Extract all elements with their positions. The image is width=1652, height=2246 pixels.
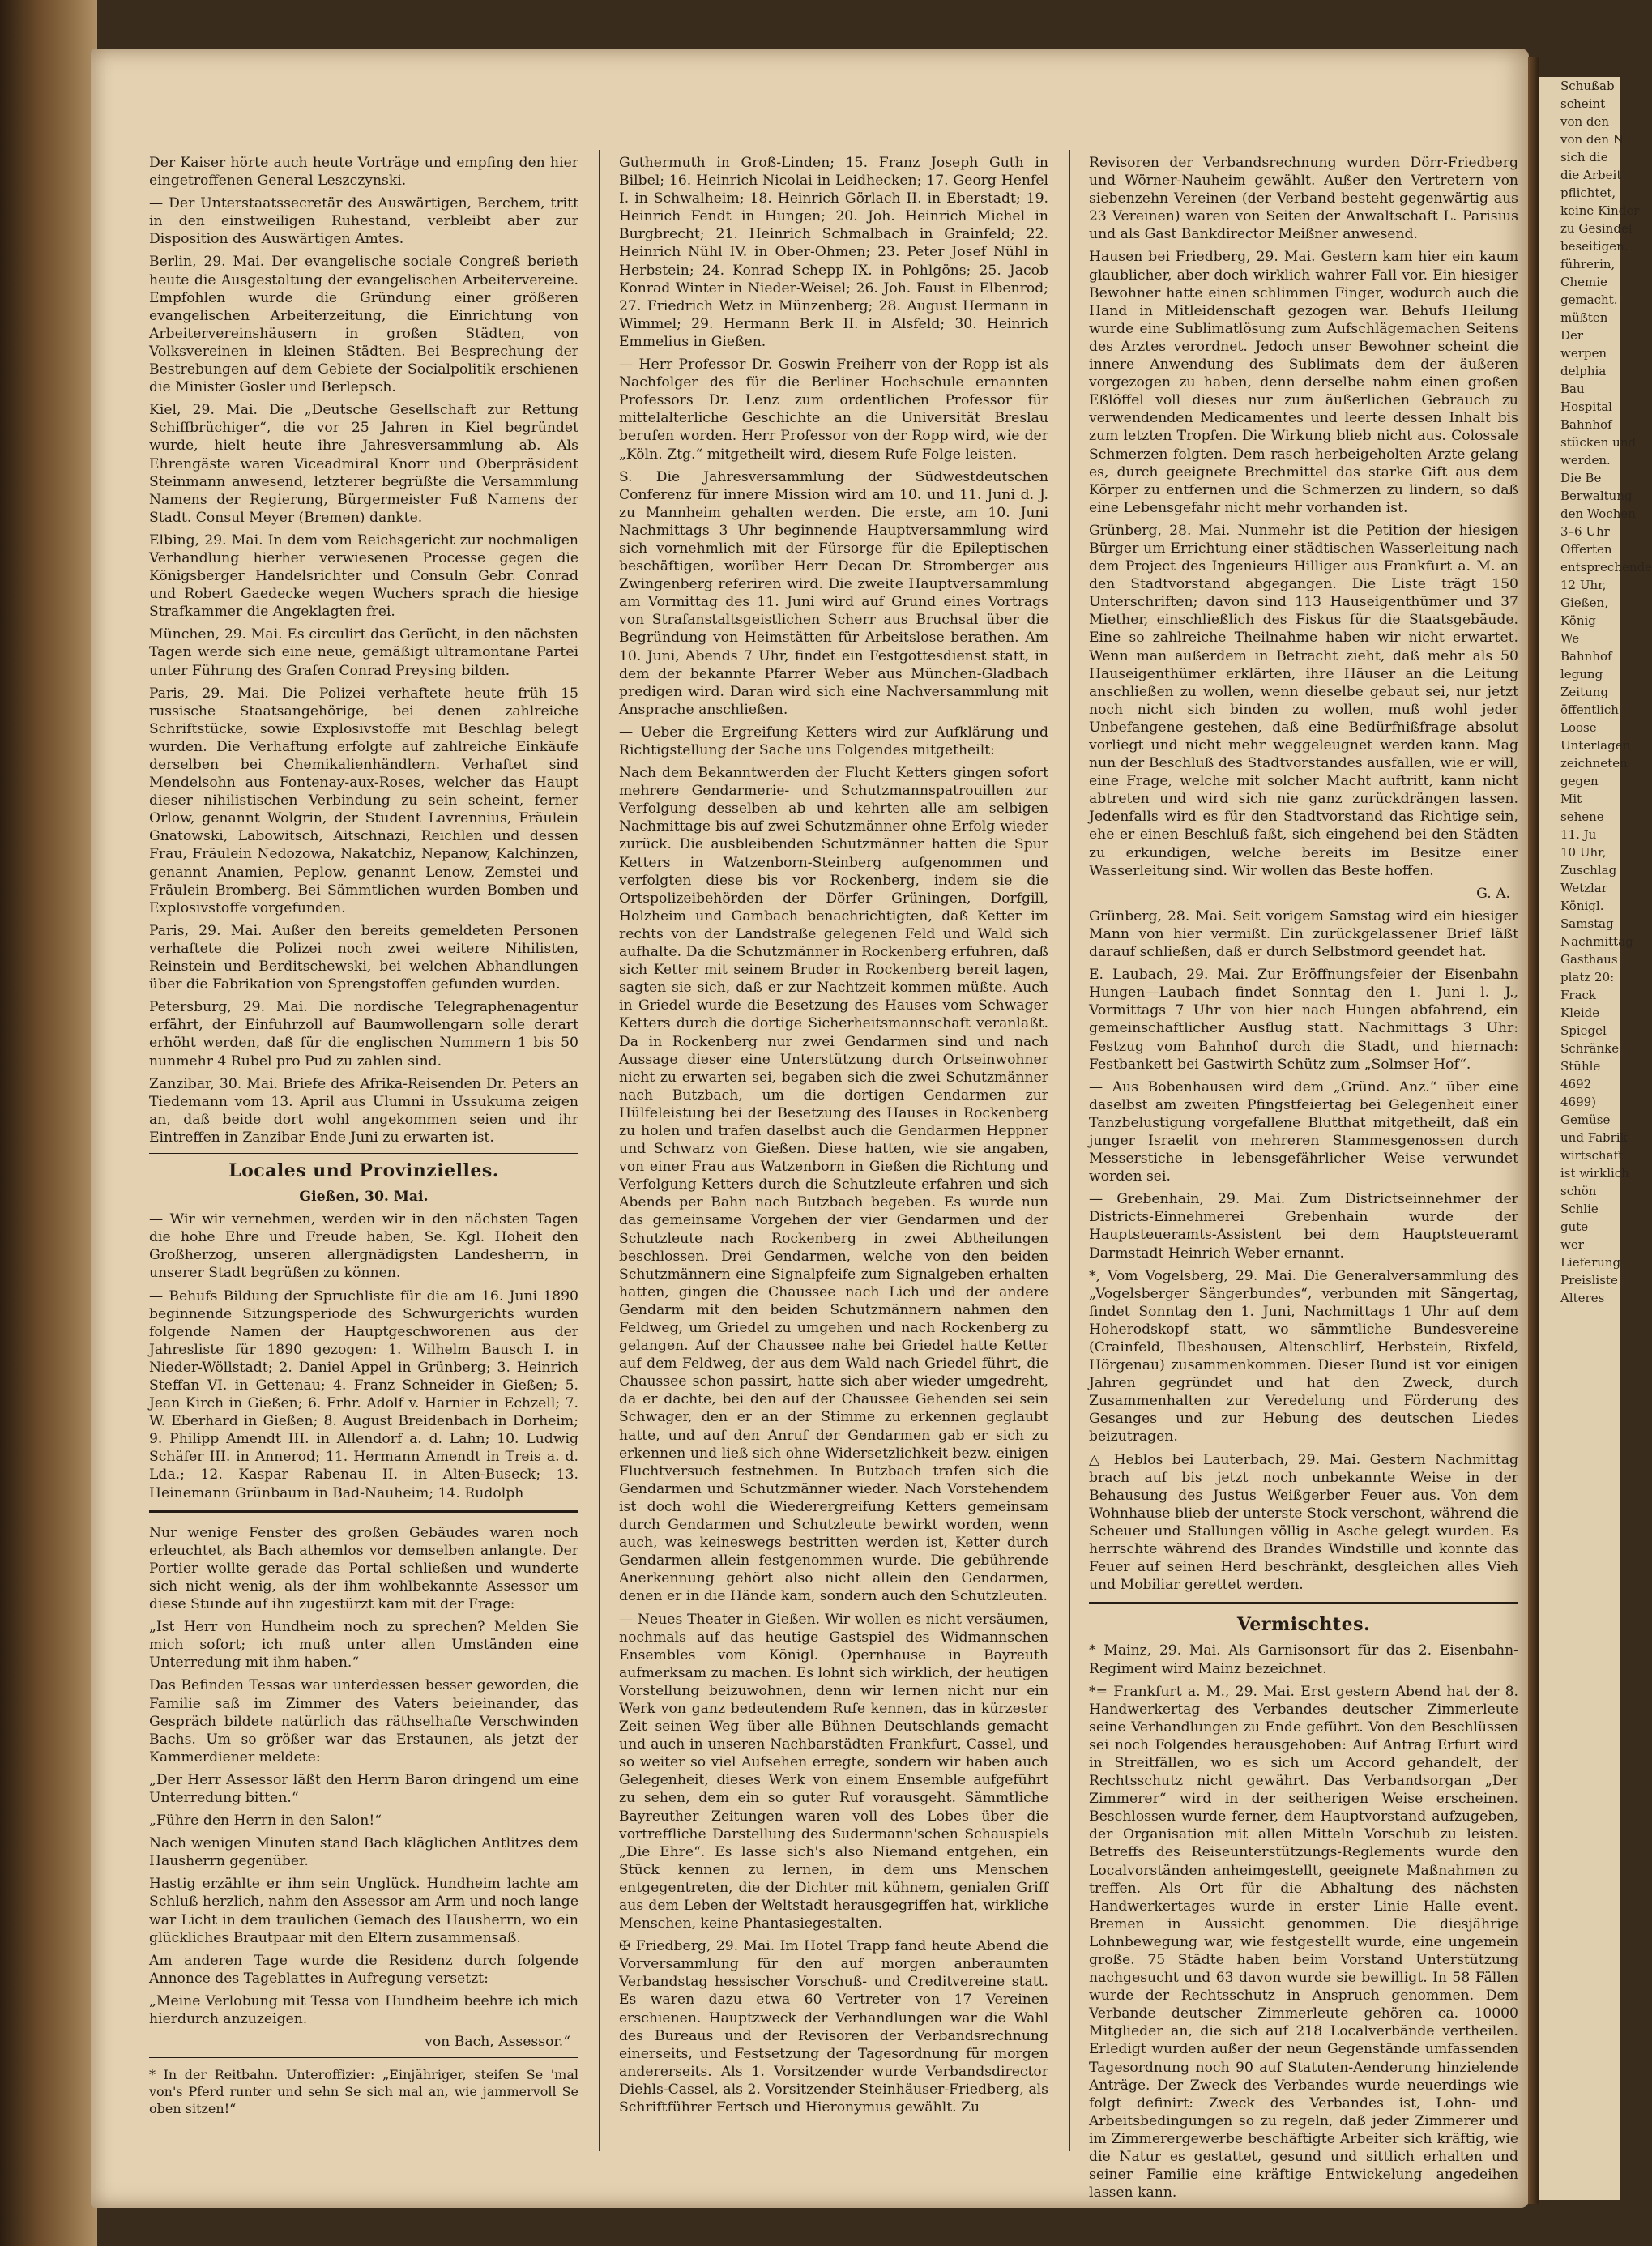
column-rule-2 (1069, 150, 1070, 2151)
article-laubach: E. Laubach, 29. Mai. Zur Eröffnungsfeier der Eisenbahn Hungen—Laubach findet Sonntag den 1. Juni l. J., Vormittags 7 Uhr von hier nach Hungen abfahrend, ein gemeinschaftlicher Ausflug statt. Nachmittags 3 Uhr: Festzug vom Bahnhof durch die Stadt, und hiernach: Festbankett bei Gastwirth Schütz zum „Solmser Hof“. (1089, 967, 1518, 1073)
adjacent-page-line: sich die (1560, 150, 1608, 164)
adjacent-page-line: gemacht. (1560, 292, 1618, 307)
joke-reitbahn: * In der Reitbahn. Unteroffizier: „Einjähriger, steifen Se 'mal von's Pferd runter und sehn Se sich mal an, wie jammervoll Se oben sitzen!“ (149, 2067, 578, 2117)
dateline-giessen: Gießen, 30. Mai. (299, 1189, 429, 1206)
feuilleton-para-1: Nur wenige Fenster des großen Gebäudes waren noch erleuchtet, als Bach athemlos vor demselben anlangte. Der Portier wollte gerade das Portal schließen und wunderte sich nicht wenig, als der ihm wohlbekannte Assessor um diese Stunde auf ihn zugestürzt kam mit der Frage: (149, 1524, 578, 1613)
feuilleton-para-2: „Ist Herr von Hundheim noch zu sprechen? Melden Sie mich sofort; ich muß unter allen Umständen eine Unterredung mit ihm haben.“ (149, 1619, 578, 1672)
article-kaiser: Der Kaiser hörte auch heute Vorträge und empfing den hier eingetroffenen General Leszczynski. (149, 155, 578, 190)
adjacent-page-line: Die Be (1560, 471, 1602, 485)
column-3 (1089, 154, 1518, 2201)
feuilleton-para-7: Hastig erzählte er ihm sein Unglück. Hundheim lachte am Schluß herzlich, nahm den Assessor am Arm und noch lange war Licht in dem traulichen Gemach des Hausherrn, wo ein glückliches Brautpaar mit den Eltern zusammensaß. (149, 1876, 578, 1946)
adjacent-page-line: 10 Uhr, (1560, 845, 1607, 860)
adjacent-page-line: Zuschlag (1560, 863, 1617, 877)
adjacent-page-line: Schlie (1560, 1202, 1599, 1216)
adjacent-page-line: Hospital (1560, 399, 1612, 414)
adjacent-page-line: müßten (1560, 310, 1608, 325)
feuilleton-para-8: Am anderen Tage wurde die Residenz durch folgende Annonce des Tageblattes in Aufregung versetzt: (149, 1952, 578, 1987)
adjacent-page-line: Gasthaus (1560, 952, 1618, 967)
adjacent-page-line: von den N (1560, 132, 1624, 147)
adjacent-page-line: zeichneten (1560, 756, 1628, 771)
article-berlin: Berlin, 29. Mai. Der evangelische sociale Congreß berieth heute die Ausgestaltung der evangelischen Arbeitervereine. Empfohlen wurde die Gründung einer größeren evangelischen Arbeiterzeitung, die Einrichtung von Arbeitervereinshäusern in großen Städten, von Volksvereinen in kleinen Städten. Bei Besprechung der Bestrebungen auf dem Gebiete der Socialpolitik erschienen die Minister Gosler und Berlepsch. (149, 254, 578, 396)
article-grossherzog: — Wir wir vernehmen, werden wir in den nächsten Tagen die hohe Ehre und Freude haben, Se. Kgl. Hoheit den Großherzog, unseren allergnädigsten Landesherrn, in unserer Stadt begrüßen zu können. (149, 1211, 578, 1282)
article-innere-mission: S. Die Jahresversammlung der Südwestdeutschen Conferenz für innere Mission wird am 10. und 11. Juni d. J. zu Mannheim gehalten werden. Die erste, am 10. Juni Nachmittags 3 Uhr beginnende Hauptversammlung wird sich vornehmlich mit der Fürsorge für die Epileptischen beschäftigen, worüber Herr Decan Dr. Stromberger aus Zwingenberg referiren wird. Die zweite Hauptversammlung am Vormittag des 11. Juni wird auf Grund eines Vortrags von Strafanstaltsgeistlichen Scherr aus Bruchsal über die Begründung von Heimstätten für Arbeitslose berathen. Am 10. Juni, Abends 7 Uhr, findet ein Festgottesdienst statt, in dem der bekannte Pfarrer Weber aus München-Gladbach predigen wird. Daran wird sich eine Nachversammlung mit Ansprache anschließen. (619, 468, 1048, 718)
feuilleton-para-6: Nach wenigen Minuten stand Bach kläglichen Antlitzes dem Hausherrn gegenüber. (149, 1835, 578, 1870)
column-rule-1 (599, 150, 600, 2151)
adjacent-page-line: entsprechende (1560, 560, 1652, 574)
section-heading-locales: Locales und Provinzielles. (228, 1159, 499, 1181)
adjacent-page-line: keine Kinder (1560, 203, 1640, 218)
adjacent-page-line: Chemie (1560, 275, 1607, 289)
adjacent-page-line: Offerten (1560, 542, 1612, 557)
article-petersburg: Petersburg, 29. Mai. Die nordische Telegraphenagentur erfährt, der Einfuhrzoll auf Baumwollengarn solle derart erhöht werden, daß für die englischen Nummern 1 bis 50 nunmehr 4 Rubel pro Pud zu zahlen sind. (149, 999, 578, 1070)
adjacent-page-line: und Fabrik (1560, 1130, 1628, 1145)
article-gruenberg-vermisst: Grünberg, 28. Mai. Seit vorigem Samstag wird ein hiesiger Mann von hier vermißt. Ein zurückgelassener Brief läßt darauf schließen, daß er durch Selbstmord geendet hat. (1089, 907, 1518, 961)
feuilleton-para-5: „Führe den Herrn in den Salon!“ (149, 1813, 382, 1830)
adjacent-page-line: Frack (1560, 988, 1597, 1002)
adjacent-page-line: 3–6 Uhr (1560, 524, 1610, 539)
adjacent-page-line: wer (1560, 1237, 1584, 1252)
adjacent-page-line: Königl. (1560, 899, 1604, 913)
feuilleton-para-4: „Der Herr Assessor läßt den Herrn Baron dringend um eine Unterredung bitten.“ (149, 1771, 578, 1806)
adjacent-page-line: Nachmittag (1560, 934, 1633, 949)
adjacent-page-line: Unterlagen (1560, 738, 1631, 753)
adjacent-page-line: 11. Ju (1560, 827, 1597, 842)
column-1 (149, 154, 578, 2180)
joke-divider (149, 2057, 578, 2058)
article-friedberg-cont: Revisoren der Verbandsrechnung wurden Dörr-Friedberg und Wörner-Nauheim gewählt. Außer den Vertretern von siebenzehn Vereinen (der Verband besteht gegenwärtig aus 23 Vereinen) waren von Seiten der Anwaltschaft L. Parisius und als Gast Bankdirector Meißner anwesend. (1089, 155, 1518, 243)
adjacent-page-fragment (1539, 77, 1652, 2200)
adjacent-page-line: Mit (1560, 792, 1582, 806)
article-geschworene-cont: Guthermuth in Groß-Linden; 15. Franz Joseph Guth in Bilbel; 16. Heinrich Nicolai in Leidhecken; 17. Georg Henfel I. in Schwalheim; 18. Heinrich Görlach II. in Eberstadt; 19. Heinrich Fendt in Hungen; 20. Joh. Heinrich Michel in Burgbrecht; 21. Heinrich Schmalbach in Grainfeld; 22. Heinrich Nühl IV. in Ober-Ohmen; 23. Peter Josef Nühl in Herbstein; 24. Konrad Schepp IX. in Pohlgöns; 25. Jacob Konrad Winter in Nieder-Weisel; 26. Joh. Faust in Elbenrod; 27. Friedrich Wetz in Münzenberg; 28. August Hermann in Wimmel; 29. Hermann Berk II. in Alsfeld; 30. Heinrich Emmelius in Gießen. (619, 155, 1048, 350)
article-friedberg: ✠ Friedberg, 29. Mai. Im Hotel Trapp fand heute Abend die Vorversammlung für den auf morgen anberaumten Verbandstag hessischer Vorschuß- und Creditvereine statt. Es waren dazu etwa 60 Vertreter von 17 Vereinen erschienen. Hauptzweck der Verhandlungen war die Wahl des Bureaus und der Revisoren der Verbandsrechnung einerseits, und Festsetzung der Tagesordnung für morgen andererseits. Als 1. Vorsitzender wurde Verbandsdirector Diehls-Cassel, als 2. Vorsitzender Steinhäuser-Friedberg, als Schriftführer Fertsch und Hieronymus gewählt. Zu (619, 1938, 1048, 2116)
adjacent-page-line: Gemüse (1560, 1112, 1611, 1127)
adjacent-page-line: sehene (1560, 809, 1604, 824)
adjacent-page-line: wirtschaft (1560, 1148, 1624, 1163)
adjacent-page-line: Samstag (1560, 916, 1614, 931)
section-heading-vermischtes: Vermischtes. (1236, 1614, 1371, 1636)
feuilleton-para-9: „Meine Verlobung mit Tessa von Hundheim beehre ich mich hierdurch anzuzeigen. (149, 1992, 578, 2027)
adjacent-page-line: We (1560, 631, 1580, 646)
article-gruenberg-wasser: Grünberg, 28. Mai. Nunmehr ist die Petition der hiesigen Bürger um Errichtung einer städtischen Wasserleitung nach dem Project des Ingenieurs Hilliger aus Frankfurt a. M. an den Stadtvorstand abgegangen. Die Liste trägt 150 Unterschriften; davon sind 113 Hauseigenthümer und 37 Miether, einschließlich des Fiskus für die Staatsgebäude. Eine so zahlreiche Theilnahme haben wir nicht erwartet. Wenn man außerdem in Betracht zieht, daß mehr als 50 Hauseigenthümer erklärten, ihre Häuser an die Leitung anschließen zu wollen, wenn dieselbe gebaut sei, nur jetzt noch nicht sich binden zu wollen, muß wohl jeder Unbefangene gestehen, daß eine Bedürfnißfrage absolut vorliegt und nicht mehr weggeleugnet werden kann. Mag nun der Beschluß des Stadtvorstandes ausfallen, wie er will, eine Frage, welche mit solcher Macht auftritt, kann nicht abtreten und wird sich nie ganz zurückdrängen lassen. Jedenfalls wird es für den Stadtvorstand das Richtige sein, ehe er einen Beschluß faßt, sich eingehend bei den Städten zu erkundigen, welche bereits im Besitze einer Wasserleitung sind. Wir wollen das Beste hoffen. (1089, 522, 1518, 879)
adjacent-page-line: 4699) (1560, 1095, 1597, 1109)
adjacent-page-line: werpen (1560, 346, 1607, 361)
feuilleton-para-3: Das Befinden Tessas war unterdessen besser geworden, die Familie saß im Zimmer des Vaters beieinander, das Gespräch bildete natürlich das räthselhafte Verschwinden Bachs. Um so größer war das Erstaunen, als jetzt der Kammerdiener meldete: (149, 1677, 578, 1766)
adjacent-page-line: Preisliste (1560, 1273, 1618, 1287)
adjacent-page-line: Loose (1560, 720, 1597, 735)
adjacent-page-line: beseitigen. (1560, 239, 1629, 254)
adjacent-page-line: Zeitung (1560, 685, 1609, 699)
newspaper-page (91, 49, 1529, 2208)
article-bobenhausen: — Aus Bobenhausen wird dem „Gründ. Anz.“ über eine daselbst am zweiten Pfingstfeiertag bei Gelegenheit einer Tanzbelustigung vorgefallene Blutthat mitgetheilt, daß ein junger Israelit von mehreren Stammesgenossen durch Messerstiche in lebensgefährlicher Weise verwundet worden sei. (1089, 1078, 1518, 1185)
article-kiel: Kiel, 29. Mai. Die „Deutsche Gesellschaft zur Rettung Schiffbrüchiger“, die vor 25 Jahren in Kiel begründet wurde, hielt heute ihre Jahresversammlung ab. Als Ehrengäste waren Viceadmiral Knorr und Oberpräsident Steinmann anwesend, letzterer begrüßte die Versammlung Namens der Regierung, Bürgermeister Fuß Namens der Stadt. Consul Meyer (Bremen) dankte. (149, 402, 578, 526)
page-edge-shadow (1528, 57, 1539, 2204)
article-zanzibar: Zanzibar, 30. Mai. Briefe des Afrika-Reisenden Dr. Peters an Tiedemann vom 13. April aus Ulumni in Ussukuma zeigen an, daß beide dort wohl angekommen seien und ihr Eintreffen in Zanzibar Ende Juni zu erwarten ist. (149, 1075, 578, 1146)
adjacent-page-line: zu Gesindel (1560, 221, 1633, 236)
adjacent-page-line: stücken und (1560, 435, 1637, 450)
article-ketter: Nach dem Bekanntwerden der Flucht Ketters gingen sofort mehrere Gendarmerie- und Schutzmannspatrouillen zur Verfolgung desselben ab und kehrten alle am selbigen Nachmittage bis auf zwei Schutzmänner ohne Erfolg wieder zurück. Die ausbleibenden Schutzmänner hatten die Spur Ketters in Watzenborn-Steinberg aufgenommen und verfolgten diese bis vor Rockenberg, indem sie die Ortspolizeibehörden der Dörfer Grüningen, Dorfgill, Holzheim und Gambach benachrichtigten, daß Ketter im rechts von der Landstraße gelegenen Feld und Wald sich aufhalte. Da die Schutzmänner in Rockenberg erfuhren, daß sich Ketter mit seinem Bruder in Rockenberg bereit lagen, sagten sie sich, daß er zur Nachtzeit kommen müßte. Auch in Griedel wurde die Besetzung des Hauses vom Schwager Ketters durch die dortige Sicherheitsmannschaft veranlaßt. Da in Rockenberg nur zwei Gendarmen sind und nach Aussage dieser eine Unterstützung durch Ortseinwohner nicht zu erwarten sei, begaben sich die zwei Schutzmänner nach Butzbach, um die dortigen Gendarmen zur Hülfeleistung bei der Besetzung des Hauses in Rockenberg zu holen und trafen daselbst auch die Gendarmen Heppner und Schwarz von Gießen. Diese hatten, wie sie angaben, von einer Frau aus Watzenborn in Gießen die Richtung und Verfolgung Ketters durch die Schutzleute erfahren und sich Abends per Bahn nach Butzbach begeben. Es wurde nun das gemeinsame Vorgehen der vier Gendarmen und der Schutzleute nach Rockenberg in zwei Abtheilungen beschlossen. Drei Gendarmen, welche von den beiden Schutzmännern eine Signalpfeife zum Signalgeben erhalten hatten, gingen die Chaussee nach Lich und der andere Gendarm mit den beiden Schutzmännern nahmen den Feldweg, um Griedel zu umgehen und nach Rockenberg zu gelangen. Auf der Chaussee nahe bei Griedel hatte Ketter auf dem Feldweg, der aus dem Wald nach Griedel führt, die Chaussee schon passirt, hatte sich aber wieder umgedreht, da er dachte, bei den auf der Chaussee Gehenden sei sein Schwager, den er an der Stimme zu erkennen geglaubt hatte, und auf den Anruf der Gendarmen gab er sich zu erkennen und ließ sich ohne Widersetzlichkeit bezw. einigen Fluchtversuch festnehmen. In Butzbach trafen sich die Gendarmen und Schutzmänner wieder. Nach Vorstehendem ist doch wohl die Wiederergreifung Ketters gemeinsam durch Gendarmen und Schutzleute bewirkt worden, wenn auch, was keineswegs bestritten werden ist, Ketter durch Gendarmen allein festgenommen wurde. Die gebührende Anerkennung gehört also nicht allein den Gendarmen, denen er in die Hände kam, sondern auch den Schutzleuten. (619, 765, 1048, 1605)
adjacent-page-line: Der (1560, 328, 1584, 343)
adjacent-page-line: platz 20: (1560, 970, 1615, 984)
adjacent-page-line: Kleide (1560, 1006, 1600, 1020)
article-berchem: — Der Unterstaatssecretär des Auswärtigen, Berchem, tritt in den einstweiligen Ruhestand, verbleibt aber zur Disposition des Auswärtigen Amtes. (149, 195, 578, 248)
article-elbing: Elbing, 29. Mai. In dem vom Reichsgericht zur nochmaligen Verhandlung hierher verwiesenen Processe gegen die Königsberger Handelsrichter und Consuln Gebr. Conrad und Robert Gaedecke wegen Wuchers sprach die hiesige Strafkammer die Angeklagten frei. (149, 532, 578, 621)
adjacent-page-line: die Arbeit (1560, 168, 1622, 182)
adjacent-page-line: Wetzlar (1560, 881, 1607, 895)
adjacent-page-line: Schränke (1560, 1041, 1620, 1056)
article-mainz: * Mainz, 29. Mai. Als Garnisonsort für das 2. Eisenbahn-Regiment wird Mainz bezeichnet. (1089, 1642, 1518, 1677)
article-geschworene: — Behufs Bildung der Spruchliste für die am 16. Juni 1890 beginnende Sitzungsperiode des Schwurgerichts wurden folgende Namen der Hauptgeschworenen aus der Jahresliste für 1890 gezogen: 1. Wilhelm Bausch I. in Nieder-Wöllstadt; 2. Daniel Appel in Grünberg; 3. Heinrich Steffan VI. in Gettenau; 4. Franz Schneider in Gießen; 5. Jean Kirch in Gießen; 6. Frhr. Adolf v. Harnier in Echzell; 7. W. Eberhard in Gießen; 8. August Breidenbach in Dorheim; 9. Philipp Amendt III. in Allendorf a. d. Lahn; 10. Ludwig Schäfer III. in Annerod; 11. Hermann Amendt in Treis a. d. Lda.; 12. Kaspar Rabenau II. in Alten-Buseck; 13. Heinemann Grünbaum in Bad-Nauheim; 14. Rudolph (149, 1287, 578, 1501)
article-ketter-intro: — Ueber die Ergreifung Ketters wird zur Aufklärung und Richtigstellung der Sache uns Folgendes mitgetheilt: (619, 724, 1048, 758)
adjacent-page-line: gute (1560, 1219, 1589, 1234)
column-2 (619, 154, 1048, 2180)
feuilleton-divider (149, 1510, 578, 1513)
signature-ga: G. A. (1476, 885, 1510, 902)
adjacent-page-line: öffentlich (1560, 702, 1619, 717)
adjacent-page-line: scheint (1560, 96, 1606, 111)
article-theater: — Neues Theater in Gießen. Wir wollen es nicht versäumen, nochmals auf das heutige Gastspiel des Widmannschen Ensembles vom Königl. Opernhause in Bayreuth aufmerksam zu machen. Es lohnt sich wirklich, der heutigen Vorstellung beizuwohnen, denn wir lernen nicht nur ein Werk von ganz bedeutendem Rufe kennen, das in kürzester Zeit seinen Weg über alle Bühnen Deutschlands gemacht und auch in unseren Nachbarstädten Frankfurt, Cassel, und so weiter so viel Aufsehen erregte, sondern wir haben auch Gelegenheit, dieses Werk von einem Ensemble aufgeführt zu sehen, dem ein so guter Ruf vorausgeht. Sämmtliche Bayreuther Zeitungen waren voll des Lobes über die vortreffliche Darstellung des Sudermann'schen Schauspiels „Die Ehre“. Es lasse sich's also Niemand entgehen, ein Stück kennen zu lernen, in dem uns Menschen entgegentreten, die der Dichter mit kühnem, genialen Griff aus dem Leben der Weltstadt herausgegriffen hat, wirkliche Menschen, keine Phantasiegestalten. (619, 1611, 1048, 1932)
article-paris-1: Paris, 29. Mai. Die Polizei verhaftete heute früh 15 russische Staatsangehörige, bei denen zahlreiche Schriftstücke, sowie Explosivstoffe mit Beschlag belegt wurden. Die Verhaftung erfolgte auf zahlreiche Einkäufe derselben bei Chemikalienhändlern. Verhaftet sind Mendelsohn aus Fontenay-aux-Roses, welcher das Haupt dieser nihilistischen Verbindung zu sein scheint, ferner Orlow, genannt Wolgrin, der Student Lavrennius, Fräulein Gnatowski, Labowitsch, Aitschnazi, Reichlen und dessen Frau, Fräulein Nedozowa, Nakatchiz, Nepanow, Kalchinzen, genannt Anamien, Peplow, genannt Lenow, Zemstei und Fräulein Bromberg. Bei Sämmtlichen wurden Bomben und Explosivstoffe vorgefunden. (149, 685, 578, 916)
adjacent-page-line: Bahnhof (1560, 649, 1612, 664)
adjacent-page-line: Bahnhof (1560, 417, 1612, 432)
article-heblos: △ Heblos bei Lauterbach, 29. Mai. Gestern Nachmittag brach auf bis jetzt noch unbekannte Weise in der Behausung des Justus Weißgerber Feuer aus. Von dem Wohnhause blieb der unterste Stock verschont, während die Scheuer und Stallungen völlig in Asche gelegt wurden. Es herrschte während des Brandes Windstille und konnte das Feuer auf seinen Herd beschränkt, desgleichen alles Vieh und Mobiliar gerettet werden. (1089, 1451, 1518, 1594)
adjacent-page-line: Stühle (1560, 1059, 1601, 1074)
article-frankfurt: *= Frankfurt a. M., 29. Mai. Erst gestern Abend hat der 8. Handwerkertag des Verbandes deutscher Zimmerleute seine Verhandlungen zu Ende geführt. Von den Beschlüssen sei noch Folgendes herausgehoben: Auf Antrag Erfurt wird in Streitfällen, wo es sich um Accord gehandelt, der Rechtsschutz nicht gewährt. Das Verbandsorgan „Der Zimmerer“ wird in der seitherigen Weise erscheinen. Beschlossen wurde ferner, dem Hauptvorstand aufzugeben, der Organisation mit allen Mitteln Vorschub zu leisten. Betreffs des Reiseunterstützungs-Reglements wurde den Localvorständen anheimgestellt, geeignete Maßnahmen zu treffen. Als Ort für die Abhaltung des nächsten Handwerkertages wurde in erster Linie Halle event. Bremen in Aussicht genommen. Die diesjährige Lohnbewegung war, wie festgestellt wurde, eine ungemein große. 75 Städte haben beim Vorstand Unterstützung nachgesucht und 63 davon wurde sie bewilligt. In 58 Fällen wurde der Rechtsschutz in Anspruch genommen. Dem Verbande deutscher Zimmerleute gehören ca. 10000 Mitglieder an, die sich auf 218 Localverbände vertheilen. Erledigt wurden außer der neun Gegenstände umfassenden Tagesordnung noch 90 auf Statuten-Aenderung hinzielende Anträge. Der Zweck des Verbandes wurde neuerdings wie folgt definirt: Zweck des Verbandes ist, Lohn- und Arbeitsbedingungen so zu regeln, daß jeder Zimmerer und im Zimmerergewerbe beschäftigte Arbeiter sich kräftig, wie die Natur es gestattet, gesund und sittlich erhalten und seiner Familie eine kräftige Entwickelung angedeihen lassen kann. (1089, 1683, 1518, 2201)
adjacent-page-line: von den (1560, 114, 1610, 129)
adjacent-page-line: den Wochen (1560, 506, 1636, 521)
adjacent-page-line: Gießen, (1560, 596, 1608, 610)
article-hausen: Hausen bei Friedberg, 29. Mai. Gestern kam hier ein kaum glaublicher, aber doch wirklich wahrer Fall vor. Ein hiesiger Bewohner hatte einen schlimmen Finger, wodurch auch die Hand in Mitleidenschaft gezogen war. Behufs Heilung wurde eine Sublimatlösung zum Aufschlägemachen Seitens des Arztes verordnet. Jedoch unser Bewohner scheint die innere Anwendung des Sublimats dem der äußeren vorgezogen zu haben, denn derselbe nahm einen großen Eßlöffel voll dieses nur zum äußerlichen Gebrauch zu verwendenden Medicamentes und leerte dessen Inhalt bis zum letzten Tropfen. Die Wirkung blieb nicht aus. Colossale Schmerzen folgten. Dem rasch herbeigeholten Arzte gelang es, durch geeignete Brechmittel das starke Gift aus dem Körper zu entfernen und die Schmerzen zu lindern, so daß eine Lebensgefahr nicht mehr vorhanden ist. (1089, 249, 1518, 516)
adjacent-page-line: delphia (1560, 364, 1607, 378)
adjacent-page-line: 4692 (1560, 1077, 1592, 1091)
adjacent-page-line: Bau (1560, 382, 1585, 396)
article-vogelsberg: *, Vom Vogelsberg, 29. Mai. Die Generalversammlung des „Vogelsberger Sängerbundes“, verbunden mit Sängertag, findet Sonntag den 1. Juni, Nachmittags 1 Uhr auf dem Hoherodskopf statt, wo sämmtliche Bundesvereine (Crainfeld, Ilbeshausen, Altenschlirf, Herbstein, Rixfeld, Hörgenau) zusammenkommen. Dieser Bund ist vor einigen Jahren gegründet und hat den Zweck, durch Zusammenhalten zur Veredelung und Förderung des Gesanges und zur Hebung des deutschen Liedes beizutragen. (1089, 1267, 1518, 1445)
adjacent-page-line: Alteres (1560, 1291, 1605, 1305)
article-paris-2: Paris, 29. Mai. Außer den bereits gemeldeten Personen verhaftete die Polizei noch zwei weitere Nihilisten, Reinstein und Berditschewski, bei welchen Abhandlungen über die Fabrikation von Sprengstoffen gefunden wurden. (149, 922, 578, 993)
article-grebenhain: — Grebenhain, 29. Mai. Zum Districtseinnehmer der Districts-Einnehmerei Grebenhain wurde der Hauptsteueramts-Assistent bei dem Hauptsteueramt Darmstadt Heinrich Weber ernannt. (1089, 1191, 1518, 1262)
adjacent-page-line: gegen (1560, 774, 1599, 788)
adjacent-page-line: König (1560, 613, 1596, 628)
adjacent-page-line: schön (1560, 1184, 1597, 1198)
section-divider (149, 1153, 578, 1154)
adjacent-page-line: pflichtet, (1560, 186, 1616, 200)
adjacent-page-line: legung (1560, 667, 1603, 681)
adjacent-page-line: 12 Uhr, (1560, 578, 1607, 592)
article-ropp: — Herr Professor Dr. Goswin Freiherr von der Ropp ist als Nachfolger des für die Berliner Hochschule ernannten Professors Dr. Lenz zum ordentlichen Professor für mittelalterliche Geschichte an die Universität Breslau berufen worden. Herr Professor von der Ropp wird, wie der „Köln. Ztg.“ mitgetheilt wird, diesem Rufe Folge leisten. (619, 357, 1048, 463)
adjacent-page-line: Spiegel (1560, 1023, 1607, 1038)
adjacent-page-line: führerin, (1560, 257, 1616, 271)
adjacent-page-line: Schußab (1560, 79, 1615, 93)
adjacent-page-line: werden. (1560, 453, 1611, 468)
adjacent-page-line: ist wirklich (1560, 1166, 1629, 1181)
feuilleton-signature: von Bach, Assessor.“ (425, 2034, 570, 2051)
book-binding-left (0, 0, 97, 2246)
section-divider-vermischtes (1089, 1602, 1518, 1604)
adjacent-page-line: Lieferung (1560, 1255, 1621, 1270)
article-muenchen: München, 29. Mai. Es circulirt das Gerücht, in den nächsten Tagen werde sich eine neue, gemäßigt ultramontane Partei unter Führung des Grafen Conrad Preysing bilden. (149, 626, 578, 679)
adjacent-page-line: Berwaltung (1560, 489, 1633, 503)
